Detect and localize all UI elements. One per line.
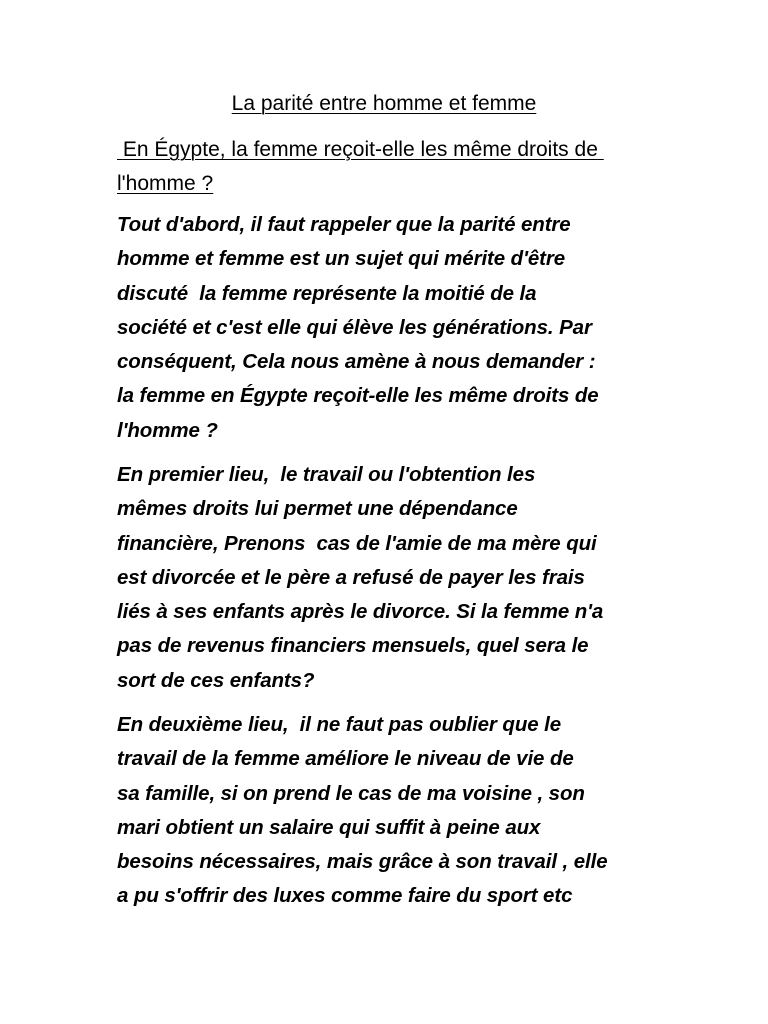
paragraph-line: pas de revenus financiers mensuels, quel sera le (117, 634, 589, 658)
paragraph-line: sa famille, si on prend le cas de ma voisine , son (117, 781, 585, 805)
paragraph-line: sort de ces enfants? (117, 668, 315, 692)
document-title-text: La parité entre homme et femme (231, 92, 537, 115)
paragraph-line: est divorcée et le père a refusé de payer les frais (117, 565, 585, 589)
paragraph-line: Tout d'abord, il faut rappeler que la parité entre (117, 213, 571, 236)
paragraph-second-argument (117, 708, 662, 914)
paragraph-introduction (117, 208, 662, 448)
paragraph-line: la femme en Égypte reçoit-elle les même droits de (117, 384, 599, 408)
paragraph-line: mêmes droits lui permet une dépendance (117, 497, 518, 521)
paragraph-line: En deuxième lieu, il ne faut pas oublier que le (117, 713, 562, 736)
paragraph-line: besoins nécessaires, mais grâce à son travail , elle (117, 850, 608, 874)
paragraph-line: société et c'est elle qui élève les générations. Par (117, 315, 592, 339)
paragraph-line: homme et femme est un sujet qui mérite d'être (117, 247, 566, 271)
paragraph-line: En premier lieu, le travail ou l'obtention les (117, 463, 536, 486)
paragraph-line: mari obtient un salaire qui suffit à peine aux (117, 815, 541, 839)
paragraph-first-argument (117, 458, 662, 698)
paragraph-line: liés à ses enfants après le divorce. Si la femme n'a (117, 600, 604, 624)
paragraph-line: travail de la femme améliore le niveau de vie de (117, 747, 574, 771)
paragraph-line: a pu s'offrir des luxes comme faire du sport etc (117, 884, 573, 908)
paragraph-line: l'homme ? (117, 418, 218, 442)
paragraph-line: conséquent, Cela nous amène à nous demander : (117, 350, 596, 374)
document-title (0, 90, 768, 118)
document-question-text: En Égypte, la femme reçoit-elle les même droits de l'homme ? (117, 138, 604, 195)
paragraph-line: financière, Prenons cas de l'amie de ma mère qui (117, 531, 597, 555)
paragraph-line: discuté la femme représente la moitié de la (117, 281, 537, 305)
document-question (117, 133, 657, 201)
